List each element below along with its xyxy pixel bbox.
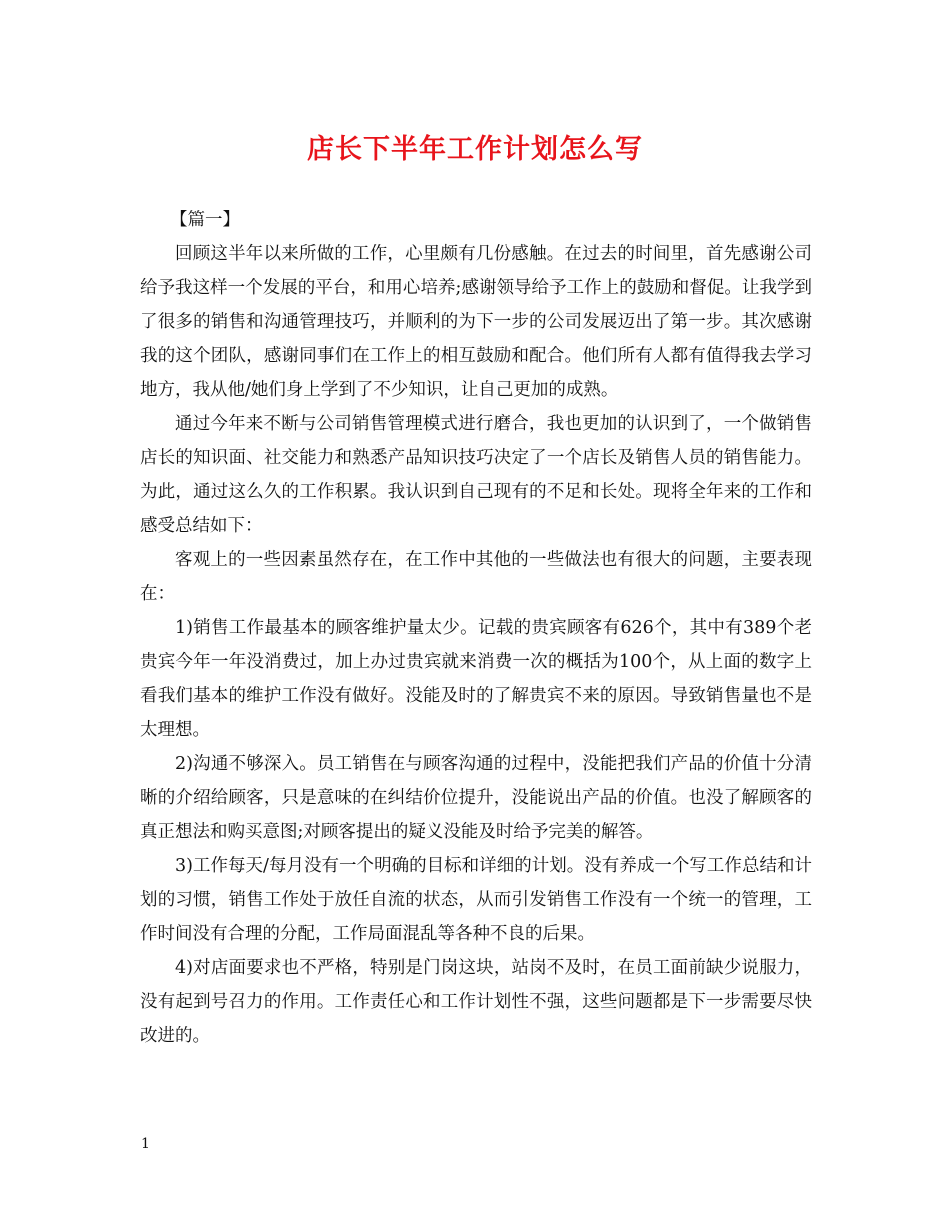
document-title: 店长下半年工作计划怎么写 [307,134,643,165]
document-body [140,203,812,1053]
paragraph-1: 回顾这半年以来所做的工作，心里颇有几份感触。在过去的时间里，首先感谢公司给予我这样一个发展的平台，和用心培养;感谢领导给予工作上的鼓励和督促。让我学到了很多的销售和沟通管理技巧，并顺利的为下一步的公司发展迈出了第一步。其次感谢我的这个团队，感谢同事们在工作上的相互鼓励和配合。他们所有人都有值得我去学习地方，我从他/她们身上学到了不少知识，让自己更加的成熟。 [140,244,812,400]
paragraph-5: 2)沟通不够深入。员工销售在与顾客沟通的过程中，没能把我们产品的价值十分清晰的介绍给顾客，只是意味的在纠结价位提升，没能说出产品的价值。也没了解顾客的真正想法和购买意图;对顾客提出的疑义没能及时给予完美的解答。 [140,754,812,842]
paragraph-6: 3)工作每天/每月没有一个明确的目标和详细的计划。没有养成一个写工作总结和计划的习惯，销售工作处于放任自流的状态，从而引发销售工作没有一个统一的管理，工作时间没有合理的分配，工作局面混乱等各种不良的后果。 [140,856,812,944]
paragraph-4: 1)销售工作最基本的顾客维护量太少。记载的贵宾顾客有626个，其中有389个老贵宾今年一年没消费过，加上办过贵宾就来消费一次的概括为100个，从上面的数字上看我们基本的维护工作没有做好。没能及时的了解贵宾不来的原因。导致销售量也不是太理想。 [140,618,812,740]
section-label: 【篇一】 [170,210,240,230]
paragraph-2: 通过今年来不断与公司销售管理模式进行磨合，我也更加的认识到了，一个做销售店长的知识面、社交能力和熟悉产品知识技巧决定了一个店长及销售人员的销售能力。为此，通过这么久的工作积累。我认识到自己现有的不足和长处。现将全年来的工作和感受总结如下： [140,414,812,536]
paragraph-7: 4)对店面要求也不严格，特别是门岗这块，站岗不及时，在员工面前缺少说服力，没有起到号召力的作用。工作责任心和工作计划性不强，这些问题都是下一步需要尽快改进的。 [140,958,812,1046]
page-number: 1 [141,1136,150,1152]
paragraph-3: 客观上的一些因素虽然存在，在工作中其他的一些做法也有很大的问题，主要表现在： [140,550,812,604]
